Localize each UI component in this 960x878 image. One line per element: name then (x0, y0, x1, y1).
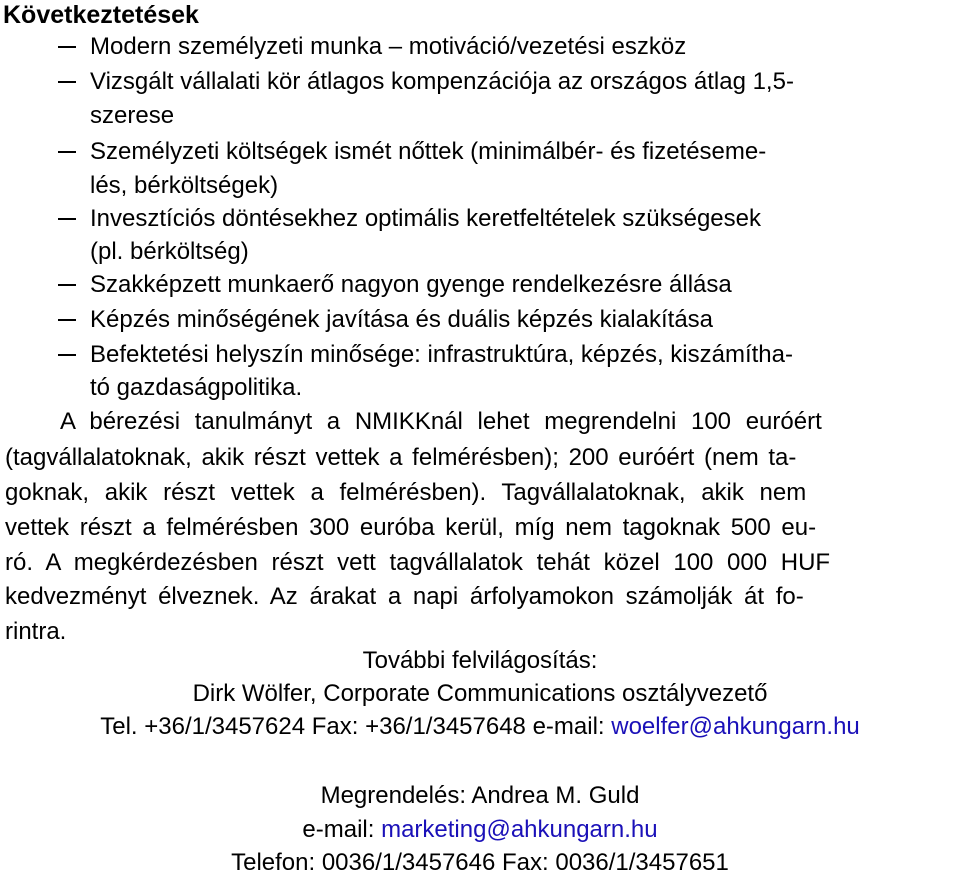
order-email-label: e-mail: (302, 816, 382, 843)
contact-email-link[interactable]: woelfer@ahkungarn.hu (611, 713, 860, 740)
paragraph-line: A bérezési tanulmányt a NMIKKnál lehet megrendelni 100 euróért (60, 408, 822, 435)
contact-phone-line (0, 712, 960, 742)
list-item-text-cont: (pl. bérköltség) (90, 238, 249, 265)
list-item-text: Vizsgált vállalati kör átlagos kompenzációja az országos átlag 1,5- (90, 68, 794, 95)
order-contact-name: Megrendelés: Andrea M. Guld (320, 782, 640, 809)
contact-person: Dirk Wölfer, Corporate Communications osztályvezető (192, 680, 768, 707)
contact-phone-fax: Tel. +36/1/3457624 Fax: +36/1/3457648 e-mail: (100, 713, 612, 740)
dash-bullet (58, 151, 76, 153)
paragraph-line: vettek részt a felmérésben 300 euróba kerül, míg nem tagoknak 500 eu- (5, 514, 817, 541)
order-email-link[interactable]: marketing@ahkungarn.hu (381, 816, 658, 843)
list-item-text: Személyzeti költségek ismét nőttek (minimálbér- és fizetéseme- (90, 138, 767, 165)
dash-bullet (58, 81, 76, 83)
list-item-text: Befektetési helyszín minősége: infrastruktúra, képzés, kiszámítha- (90, 341, 793, 368)
dash-bullet (58, 319, 76, 321)
dash-bullet (58, 218, 76, 220)
list-item-text-cont: lés, bérköltségek) (90, 172, 279, 199)
dash-bullet (58, 46, 76, 48)
list-item-text: Modern személyzeti munka – motiváció/vezetési eszköz (90, 33, 687, 60)
paragraph-line: rintra. (5, 618, 67, 645)
order-email-line (0, 815, 960, 845)
list-item-text: Invesztíciós döntésekhez optimális keretfeltételek szükségesek (90, 205, 762, 232)
list-item-text-cont: tó gazdaságpolitika. (90, 374, 303, 401)
list-item-text-cont: szerese (90, 102, 175, 129)
section-heading: Következtetések (3, 1, 199, 29)
list-item-text: Képzés minőségének javítása és duális képzés kialakítása (90, 306, 714, 333)
dash-bullet (58, 284, 76, 286)
order-phone-fax: Telefon: 0036/1/3457646 Fax: 0036/1/3457651 (231, 849, 729, 876)
dash-bullet (58, 354, 76, 356)
contact-title: További felvilágosítás: (362, 647, 598, 674)
paragraph-line: goknak, akik részt vettek a felmérésben). Tagvállalatoknak, akik nem (5, 479, 807, 506)
paragraph-line: (tagvállalatoknak, akik részt vettek a felmérésben); 200 euróért (nem ta- (5, 444, 797, 471)
paragraph-line: ró. A megkérdezésben részt vett tagvállalatok tehát közel 100 000 HUF (5, 549, 831, 576)
list-item-text: Szakképzett munkaerő nagyon gyenge rendelkezésre állása (90, 271, 732, 298)
paragraph-line: kedvezményt élveznek. Az árakat a napi árfolyamokon számolják át fo- (5, 583, 804, 610)
